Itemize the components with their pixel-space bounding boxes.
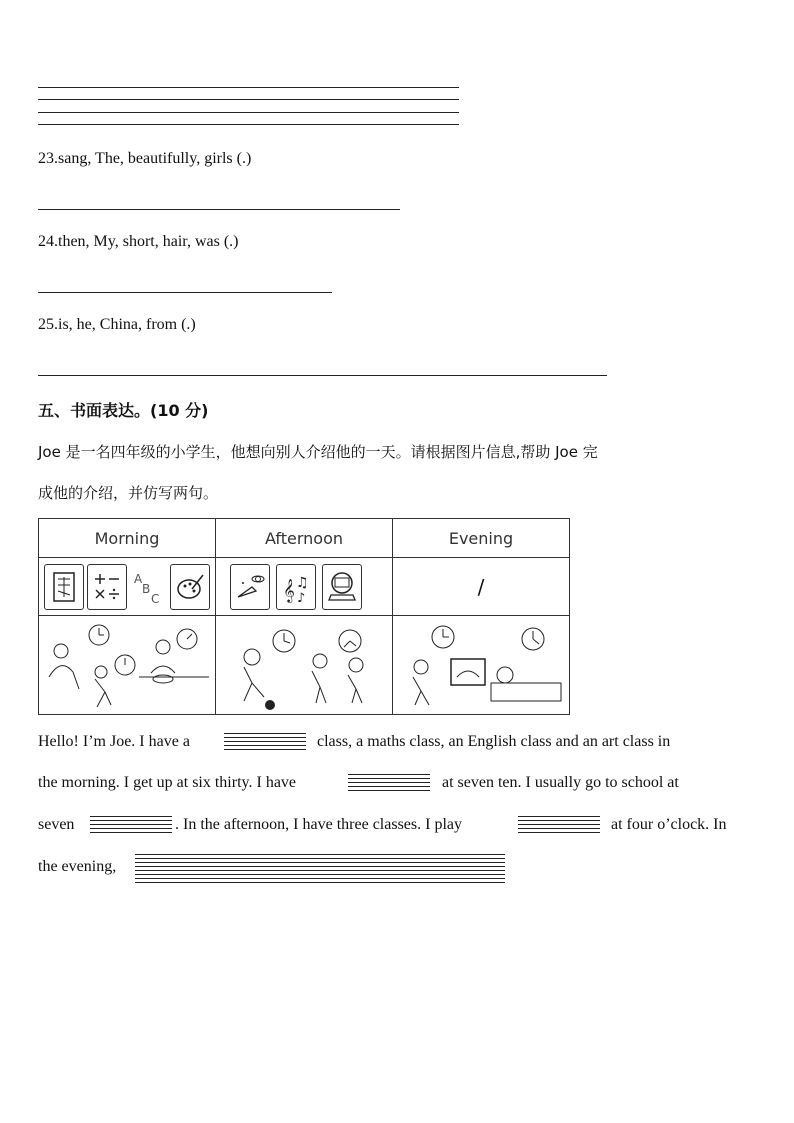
answer-line-23[interactable] xyxy=(38,209,400,210)
svg-text:B: B xyxy=(142,581,151,596)
svg-text:𝄞: 𝄞 xyxy=(283,577,295,602)
header-morning: Morning xyxy=(39,519,216,558)
passage-line-2-end: at seven ten. I usually go to school at xyxy=(442,774,679,791)
passage-line-1-end: class, a maths class, an English class and an art class in xyxy=(317,733,671,750)
question-25: 25.is, he, China, from (.) xyxy=(38,316,196,333)
header-afternoon: Afternoon xyxy=(216,519,393,558)
computer-icon xyxy=(322,564,362,610)
section-heading: 五、书面表达。(10 分) xyxy=(38,401,209,420)
answer-line[interactable] xyxy=(38,112,459,113)
svg-text:A: A xyxy=(134,571,143,586)
blank-5[interactable] xyxy=(135,854,505,886)
answer-line[interactable] xyxy=(38,124,459,125)
passage-line-3-start: seven xyxy=(38,816,75,833)
chinese-book-icon xyxy=(44,564,84,610)
question-24: 24.then, My, short, hair, was (.) xyxy=(38,233,239,250)
afternoon-subjects xyxy=(216,558,393,616)
passage-line-2-start: the morning. I get up at six thirty. I have xyxy=(38,774,297,791)
afternoon-scene xyxy=(216,616,393,715)
afternoon-scene-illustration xyxy=(216,617,392,713)
evening-scene-illustration xyxy=(393,617,569,713)
svg-text:C: C xyxy=(151,591,160,605)
instruction-line-2: 成他的介绍，并仿写两句。 xyxy=(38,484,219,502)
question-23: 23.sang, The, beautifully, girls (.) xyxy=(38,150,252,167)
morning-subjects xyxy=(39,558,216,616)
blank-3[interactable] xyxy=(90,816,172,836)
answer-line-24[interactable] xyxy=(38,292,332,293)
passage-line-1-start: Hello! I’m Joe. I have a xyxy=(38,733,190,750)
morning-scene xyxy=(39,616,216,715)
schedule-table xyxy=(38,518,570,715)
passage-line-3-middle: . In the afternoon, I have three classes. I play xyxy=(175,816,462,833)
blank-2[interactable] xyxy=(348,774,430,794)
art-palette-icon xyxy=(170,564,210,610)
svg-text:♪: ♪ xyxy=(297,590,306,605)
blank-1[interactable] xyxy=(224,733,306,753)
morning-scene-illustration xyxy=(39,617,215,713)
svg-text:♫: ♫ xyxy=(296,574,309,591)
answer-line[interactable] xyxy=(38,99,459,100)
evening-subjects xyxy=(393,558,570,616)
evening-slash: / xyxy=(477,574,485,599)
answer-line[interactable] xyxy=(38,87,459,88)
instruction-line-1: Joe 是一名四年级的小学生，他想向别人介绍他的一天。请根据图片信息,帮助 Joe 完 xyxy=(38,443,598,461)
passage-line-4-start: the evening, xyxy=(38,858,117,875)
evening-scene xyxy=(393,616,570,715)
music-notes-icon xyxy=(276,564,316,610)
blank-4[interactable] xyxy=(518,816,600,836)
answer-line-25[interactable] xyxy=(38,375,607,376)
science-rocket-icon xyxy=(230,564,270,610)
abc-letters-icon xyxy=(129,565,167,609)
header-evening: Evening xyxy=(393,519,570,558)
maths-symbols-icon xyxy=(87,564,127,610)
passage-line-3-end: at four o’clock. In xyxy=(611,816,727,833)
